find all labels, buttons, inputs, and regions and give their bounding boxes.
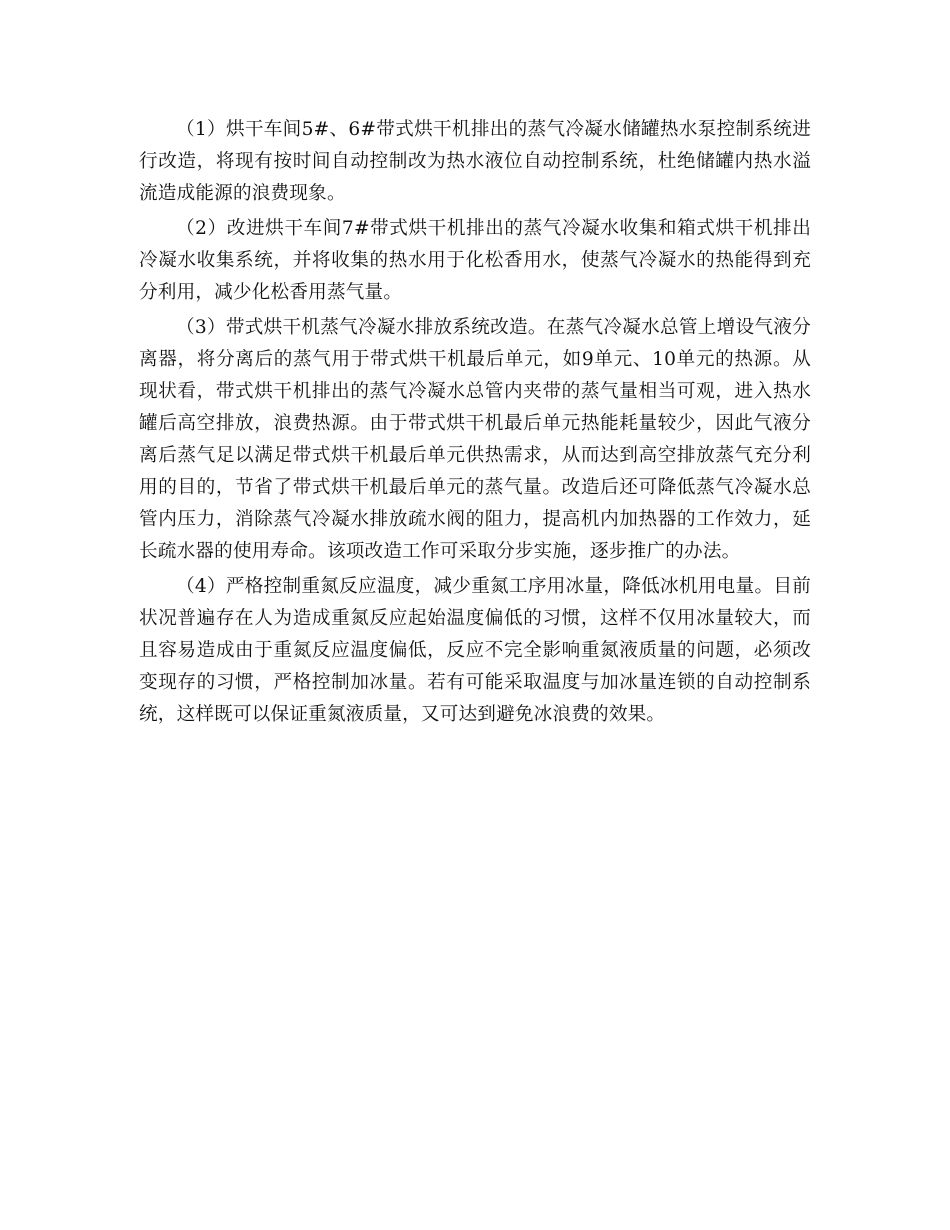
paragraph-4: （4）严格控制重氮反应温度，减少重氮工序用冰量，降低冰机用电量。目前状况普遍存在人为造成重氮反应起始温度偏低的习惯，这样不仅用冰量较大，而且容易造成由于重氮反应温度偏低，反应不完全影响重氮液质量的问题，必须改变现存的习惯，严格控制加冰量。若有可能采取温度与加冰量连锁的自动控制系统，这样既可以保证重氮液质量，又可达到避免冰浪费的效果。 <box>139 576 811 725</box>
paragraph-1: （1）烘干车间5#、6#带式烘干机排出的蒸气冷凝水储罐热水泵控制系统进行改造，将现有按时间自动控制改为热水液位自动控制系统，杜绝储罐内热水溢流造成能源的浪费现象。 <box>139 119 811 204</box>
document-body <box>139 114 811 734</box>
paragraph-2: （2）改进烘干车间7#带式烘干机排出的蒸气冷凝水收集和箱式烘干机排出冷凝水收集系统，并将收集的热水用于化松香用水，使蒸气冷凝水的热能得到充分利用，减少化松香用蒸气量。 <box>139 218 811 303</box>
paragraph-3: （3）带式烘干机蒸气冷凝水排放系统改造。在蒸气冷凝水总管上增设气液分离器，将分离后的蒸气用于带式烘干机最后单元，如9单元、10单元的热源。从现状看，带式烘干机排出的蒸气冷凝水总管内夹带的蒸气量相当可观，进入热水罐后高空排放，浪费热源。由于带式烘干机最后单元热能耗量较少，因此气液分离后蒸气足以满足带式烘干机最后单元供热需求，从而达到高空排放蒸气充分利用的目的，节省了带式烘干机最后单元的蒸气量。改造后还可降低蒸气冷凝水总管内压力，消除蒸气冷凝水排放疏水阀的阻力，提高机内加热器的工作效力，延长疏水器的使用寿命。该项改造工作可采取分步实施，逐步推广的办法。 <box>139 317 811 562</box>
